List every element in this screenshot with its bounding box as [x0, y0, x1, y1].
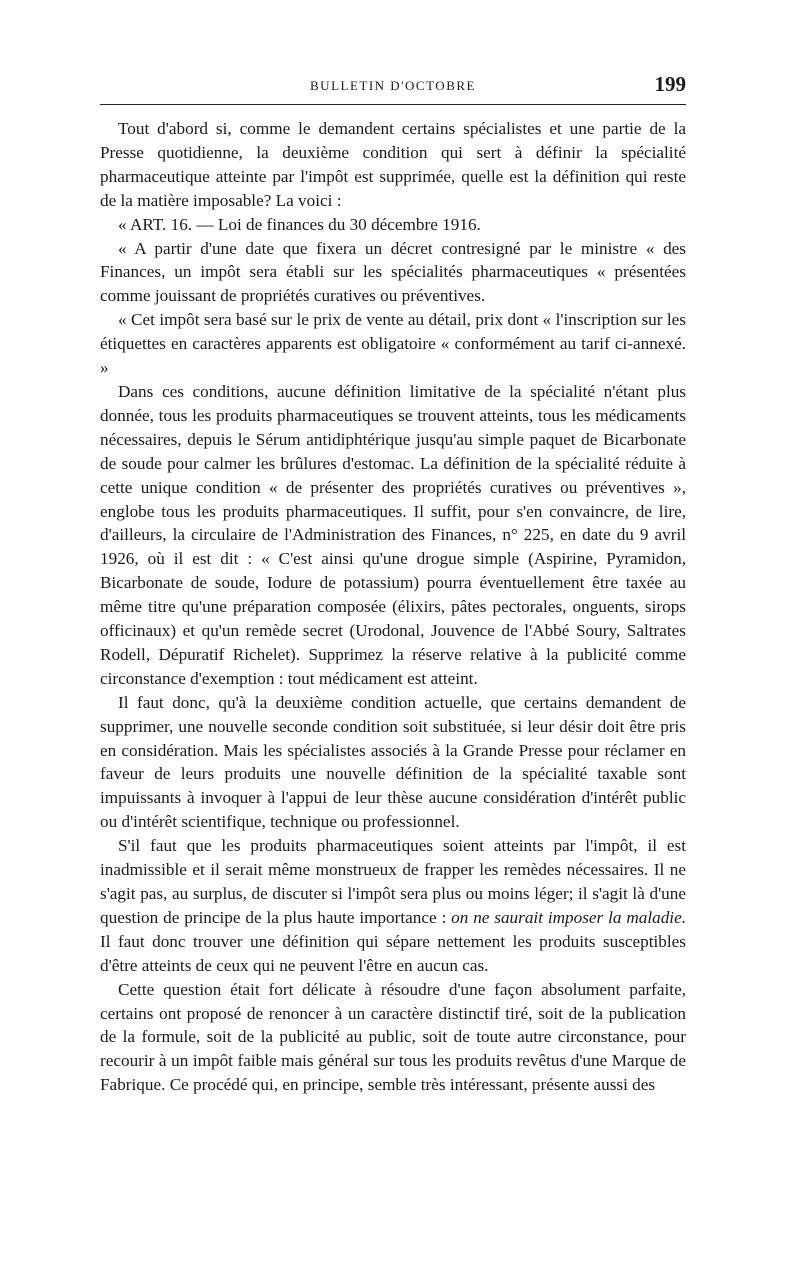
body-text: [100, 117, 686, 1097]
italic-principle: on ne saurait imposer la maladie.: [451, 907, 686, 927]
paragraph-conditions: Dans ces conditions, aucune définition limitative de la spécialité n'étant plus donnée, tous les produits pharmaceutiques se trouvent atteints, tous les médicaments nécessaires, depuis le Sérum antidiphtérique jusqu'au simple paquet de Bicarbonate de soude pour calmer les brûlures d'estomac. La définition de la spécialité réduite à cette unique condition « de présenter des propriétés curatives ou préventives », englobe tous les produits pharmaceutiques. Il suffit, pour s'en convaincre, de lire, d'ailleurs, la circulaire de l'Administration des Finances, n° 225, en date du 9 avril 1926, où il est dit : « C'est ainsi qu'une drogue simple (Aspirine, Pyramidon, Bicarbonate de soude, Iodure de potassium) pourra éventuellement être taxée au même titre qu'une préparation composée (élixirs, pâtes pectorales, onguents, sirops officinaux) et qu'un remède secret (Urodonal, Jouvence de l'Abbé Soury, Saltrates Rodell, Dépuratif Richelet). Supprimez la réserve relative à la publicité comme circonstance d'exemption : tout médicament est atteint.: [100, 381, 686, 688]
header-rule: [100, 104, 686, 105]
paragraph-tax-principle-text: S'il faut que les produits pharmaceutiques soient atteints par l'impôt, il est inadmissible et il serait même monstrueux de frapper les remèdes nécessaires. Il ne s'agit pas, au surplus, de discuter si l'impôt sera plus ou moins léger; il s'agit là d'une question de principe de la plus haute importance :: [100, 836, 686, 927]
paragraph-second-condition: Il faut donc, qu'à la deuxième condition actuelle, que certains demandent de supprimer, une nouvelle seconde condition soit substituée, si leur désir doit être pris en considération. Mais les spécialistes associés à la Grande Presse pour réclamer en faveur de leurs produits une nouvelle définition de la spécialité taxable sont impuissants à invoquer à l'appui de leur thèse aucune considération d'intérêt public ou d'intérêt scientifique, technique ou professionnel.: [100, 692, 686, 832]
page-header: [100, 72, 686, 100]
paragraph-tax-principle-end: Il faut donc trouver une définition qui sépare nettement les produits susceptibles d'être atteints de ceux qui ne peuvent l'être en aucun cas.: [100, 931, 686, 975]
paragraph-article-clause-1: « A partir d'une date que fixera un décret contresigné par le ministre « des Finances, un impôt sera établi sur les spécialités pharmaceutiques « présentées comme jouissant de propriétés curatives ou préventives.: [100, 238, 686, 306]
paragraph-article-title: « ART. 16. — Loi de finances du 30 décembre 1916.: [118, 214, 481, 234]
paragraph-intro: Tout d'abord si, comme le demandent certains spécialistes et une partie de la Presse quotidienne, la deuxième condition qui sert à définir la spécialité pharmaceutique atteinte par l'impôt est supprimée, quelle est la définition qui reste de la matière imposable? La voici :: [100, 119, 686, 210]
paragraph-article-clause-2: « Cet impôt sera basé sur le prix de vente au détail, prix dont « l'inscription sur les étiquettes en caractères apparents est obligatoire « conformément au tarif ci-annexé. »: [100, 310, 686, 378]
document-page: [100, 72, 686, 1097]
page-number: 199: [654, 72, 686, 96]
running-title: BULLETIN D'OCTOBRE: [310, 78, 476, 93]
paragraph-tax-principle: [100, 834, 686, 977]
paragraph-question: Cette question était fort délicate à résoudre d'une façon absolument parfaite, certains ont proposé de renoncer à un caractère distinctif tiré, soit de la publication de la formule, soit de la publicité au public, soit de toute autre circonstance, pour recourir à un impôt faible mais général sur tous les produits revêtus d'une Marque de Fabrique. Ce procédé qui, en principe, semble très intéressant, présente aussi des: [100, 979, 686, 1095]
